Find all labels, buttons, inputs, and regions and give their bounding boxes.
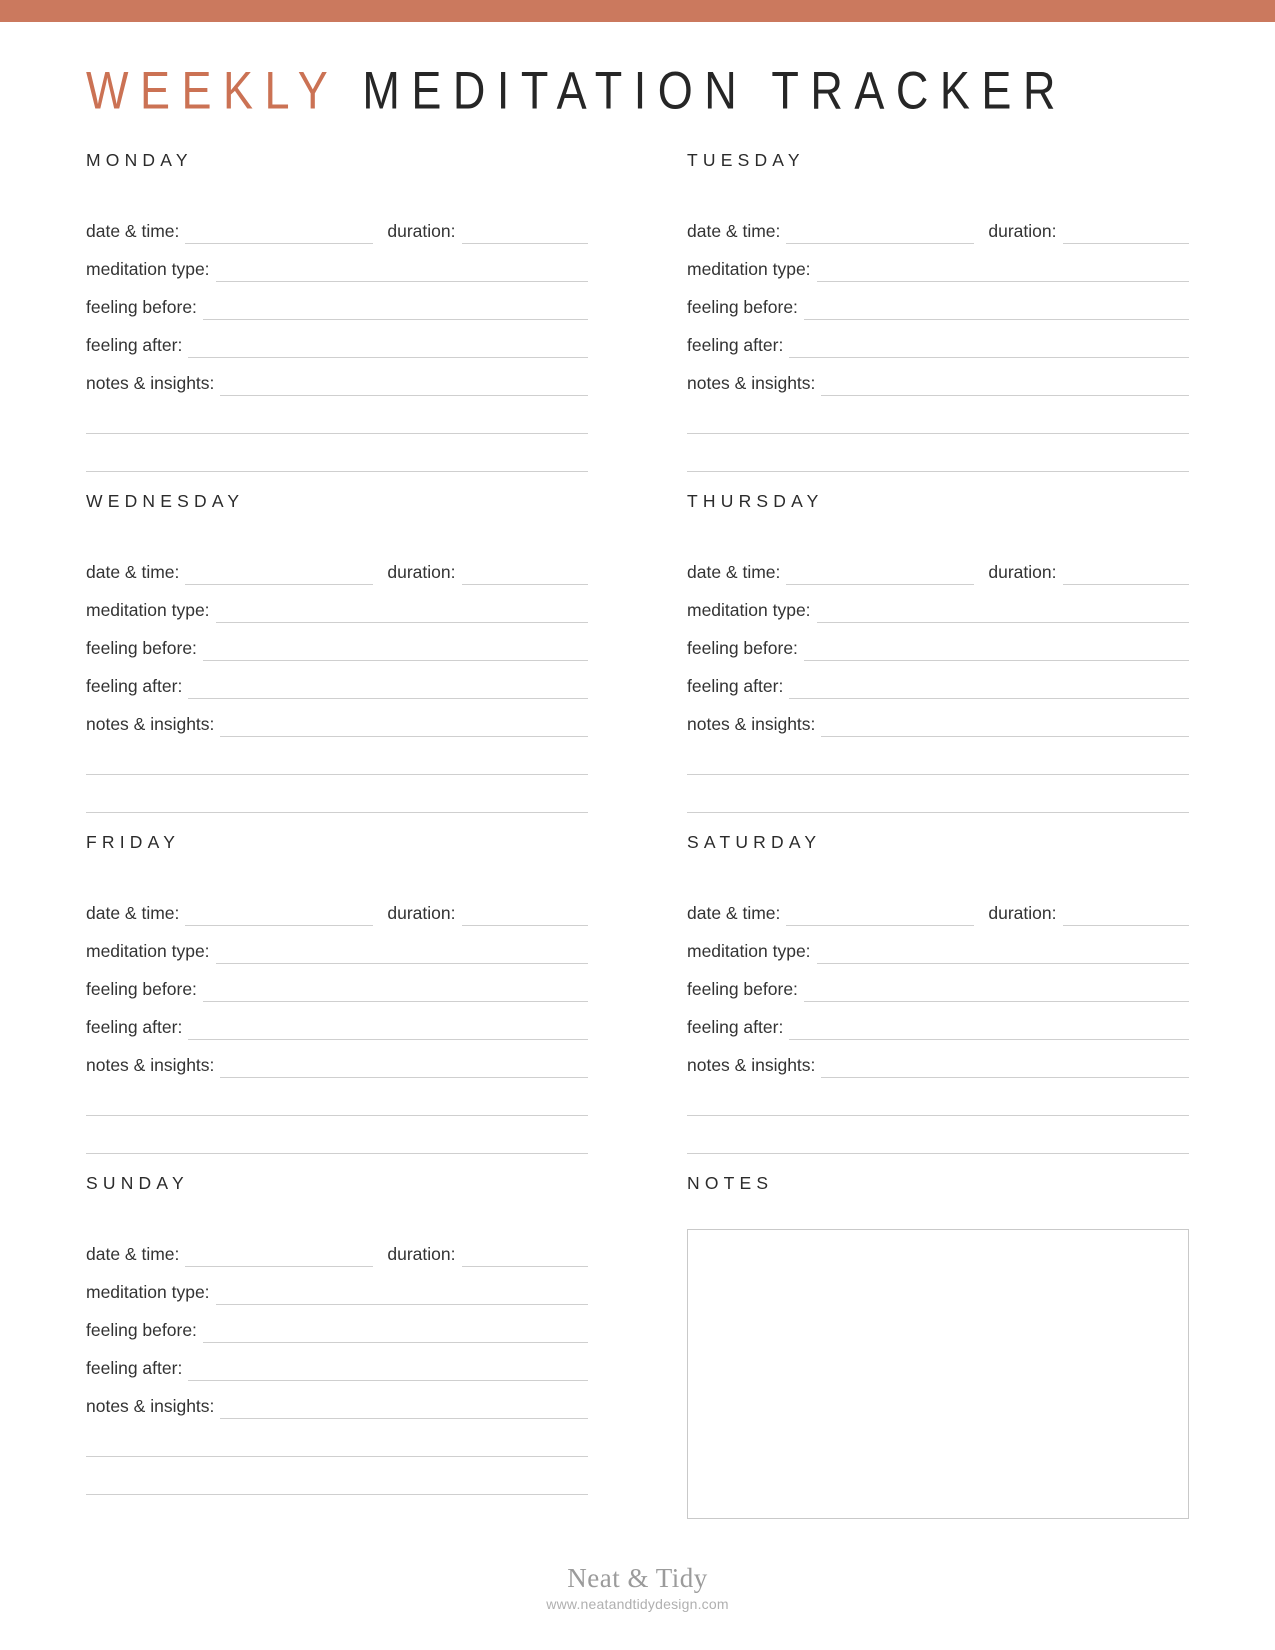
label-meditation-type: meditation type: bbox=[86, 600, 210, 620]
label-feeling-after: feeling after: bbox=[86, 1358, 183, 1378]
page-title bbox=[86, 54, 1189, 127]
field-row-feeling-after bbox=[86, 320, 588, 358]
label-duration: duration: bbox=[988, 221, 1057, 241]
label-duration: duration: bbox=[387, 1244, 456, 1264]
day-heading-wednesday: WEDNESDAY bbox=[86, 491, 245, 511]
day-block-thursday bbox=[687, 485, 1189, 826]
input-meditation-type[interactable] bbox=[817, 260, 1189, 282]
day-heading-thursday: THURSDAY bbox=[687, 491, 824, 511]
field-row-feeling-before bbox=[687, 964, 1189, 1002]
label-date-time: date & time: bbox=[86, 221, 180, 241]
label-notes-insights: notes & insights: bbox=[86, 1396, 215, 1416]
field-row-feeling-after bbox=[86, 661, 588, 699]
field-row-notes-insights bbox=[687, 1040, 1189, 1078]
label-notes-insights: notes & insights: bbox=[687, 373, 816, 393]
input-feeling-after[interactable] bbox=[789, 336, 1189, 358]
label-duration: duration: bbox=[988, 562, 1057, 582]
input-feeling-before[interactable] bbox=[203, 298, 588, 320]
field-row-meditation-type bbox=[687, 244, 1189, 282]
label-feeling-after: feeling after: bbox=[86, 335, 183, 355]
input-feeling-before[interactable] bbox=[203, 980, 588, 1002]
input-date-time[interactable] bbox=[786, 904, 974, 926]
page-content bbox=[0, 22, 1275, 1650]
input-notes-continuation-2[interactable] bbox=[687, 1116, 1189, 1154]
field-row-meditation-type bbox=[86, 585, 588, 623]
label-feeling-after: feeling after: bbox=[687, 676, 784, 696]
label-feeling-after: feeling after: bbox=[687, 335, 784, 355]
label-date-time: date & time: bbox=[86, 1244, 180, 1264]
input-notes-continuation-2[interactable] bbox=[86, 434, 588, 472]
notes-heading: NOTES bbox=[687, 1173, 774, 1193]
field-row-feeling-before bbox=[86, 282, 588, 320]
label-duration: duration: bbox=[387, 903, 456, 923]
input-notes-insights[interactable] bbox=[220, 1056, 588, 1078]
input-notes-insights[interactable] bbox=[821, 715, 1189, 737]
field-row-meditation-type bbox=[86, 244, 588, 282]
notes-textarea[interactable] bbox=[687, 1229, 1189, 1519]
field-row-notes-insights bbox=[86, 1040, 588, 1078]
page-title-accent-word: WEEKLY bbox=[86, 60, 339, 121]
label-duration: duration: bbox=[387, 221, 456, 241]
label-date-time: date & time: bbox=[687, 221, 781, 241]
label-meditation-type: meditation type: bbox=[86, 941, 210, 961]
input-notes-continuation-1[interactable] bbox=[86, 396, 588, 434]
field-row-feeling-before bbox=[86, 623, 588, 661]
field-row-meditation-type bbox=[86, 1267, 588, 1305]
day-heading-friday: FRIDAY bbox=[86, 832, 181, 852]
input-notes-insights[interactable] bbox=[220, 1397, 588, 1419]
field-row-feeling-after bbox=[687, 661, 1189, 699]
input-feeling-after[interactable] bbox=[188, 336, 588, 358]
label-notes-insights: notes & insights: bbox=[687, 1055, 816, 1075]
input-date-time[interactable] bbox=[185, 904, 373, 926]
label-notes-insights: notes & insights: bbox=[86, 1055, 215, 1075]
input-notes-insights[interactable] bbox=[220, 715, 588, 737]
footer bbox=[0, 1562, 1275, 1614]
field-row-feeling-after bbox=[86, 1002, 588, 1040]
input-notes-continuation-1[interactable] bbox=[86, 1419, 588, 1457]
input-duration[interactable] bbox=[462, 222, 589, 244]
label-feeling-before: feeling before: bbox=[687, 979, 798, 999]
field-row-feeling-after bbox=[687, 320, 1189, 358]
label-feeling-after: feeling after: bbox=[687, 1017, 784, 1037]
label-meditation-type: meditation type: bbox=[687, 941, 811, 961]
input-meditation-type[interactable] bbox=[216, 942, 588, 964]
label-date-time: date & time: bbox=[687, 562, 781, 582]
field-row-notes-insights bbox=[86, 699, 588, 737]
input-feeling-before[interactable] bbox=[203, 639, 588, 661]
input-date-time[interactable] bbox=[185, 1245, 373, 1267]
input-meditation-type[interactable] bbox=[817, 601, 1189, 623]
input-notes-continuation-2[interactable] bbox=[86, 775, 588, 813]
label-notes-insights: notes & insights: bbox=[687, 714, 816, 734]
field-row-feeling-after bbox=[687, 1002, 1189, 1040]
field-row-meditation-type bbox=[687, 926, 1189, 964]
field-row-date-duration bbox=[687, 888, 1189, 926]
day-block-friday bbox=[86, 826, 588, 1167]
input-feeling-after[interactable] bbox=[188, 1018, 588, 1040]
input-notes-insights[interactable] bbox=[821, 1056, 1189, 1078]
footer-url: www.neatandtidydesign.com bbox=[546, 1596, 729, 1612]
day-heading-monday: MONDAY bbox=[86, 150, 193, 170]
input-feeling-before[interactable] bbox=[804, 980, 1189, 1002]
field-row-feeling-before bbox=[687, 282, 1189, 320]
label-feeling-before: feeling before: bbox=[687, 638, 798, 658]
input-duration[interactable] bbox=[462, 563, 589, 585]
field-row-date-duration bbox=[86, 547, 588, 585]
field-row-meditation-type bbox=[86, 926, 588, 964]
page-title-rest: MEDITATION TRACKER bbox=[362, 60, 1067, 121]
input-date-time[interactable] bbox=[185, 222, 373, 244]
label-duration: duration: bbox=[988, 903, 1057, 923]
label-feeling-before: feeling before: bbox=[86, 297, 197, 317]
day-grid bbox=[86, 144, 1189, 1508]
day-block-sunday bbox=[86, 1167, 588, 1508]
input-meditation-type[interactable] bbox=[817, 942, 1189, 964]
input-notes-continuation-1[interactable] bbox=[86, 1078, 588, 1116]
day-block-tuesday bbox=[687, 144, 1189, 485]
notes-block bbox=[687, 1167, 1189, 1508]
input-date-time[interactable] bbox=[786, 222, 974, 244]
input-date-time[interactable] bbox=[786, 563, 974, 585]
day-heading-sunday: SUNDAY bbox=[86, 1173, 189, 1193]
label-meditation-type: meditation type: bbox=[86, 1282, 210, 1302]
input-notes-continuation-2[interactable] bbox=[687, 775, 1189, 813]
label-feeling-before: feeling before: bbox=[86, 1320, 197, 1340]
input-duration[interactable] bbox=[1063, 222, 1190, 244]
field-row-feeling-before bbox=[687, 623, 1189, 661]
input-meditation-type[interactable] bbox=[216, 1283, 588, 1305]
field-row-date-duration bbox=[86, 206, 588, 244]
label-feeling-after: feeling after: bbox=[86, 1017, 183, 1037]
input-notes-continuation-2[interactable] bbox=[86, 1457, 588, 1495]
input-notes-continuation-1[interactable] bbox=[86, 737, 588, 775]
input-feeling-after[interactable] bbox=[188, 677, 588, 699]
field-row-feeling-after bbox=[86, 1343, 588, 1381]
label-notes-insights: notes & insights: bbox=[86, 714, 215, 734]
field-row-meditation-type bbox=[687, 585, 1189, 623]
input-notes-insights[interactable] bbox=[821, 374, 1189, 396]
input-notes-continuation-1[interactable] bbox=[687, 396, 1189, 434]
label-feeling-after: feeling after: bbox=[86, 676, 183, 696]
label-feeling-before: feeling before: bbox=[86, 979, 197, 999]
label-meditation-type: meditation type: bbox=[687, 600, 811, 620]
input-duration[interactable] bbox=[462, 1245, 589, 1267]
field-row-notes-insights bbox=[687, 358, 1189, 396]
day-heading-tuesday: TUESDAY bbox=[687, 150, 805, 170]
input-feeling-after[interactable] bbox=[188, 1359, 588, 1381]
field-row-feeling-before bbox=[86, 964, 588, 1002]
input-feeling-after[interactable] bbox=[789, 677, 1189, 699]
label-date-time: date & time: bbox=[687, 903, 781, 923]
field-row-date-duration bbox=[687, 206, 1189, 244]
label-date-time: date & time: bbox=[86, 903, 180, 923]
input-feeling-after[interactable] bbox=[789, 1018, 1189, 1040]
footer-brand: Neat & Tidy bbox=[567, 1563, 708, 1593]
field-row-notes-insights bbox=[86, 358, 588, 396]
label-meditation-type: meditation type: bbox=[687, 259, 811, 279]
label-date-time: date & time: bbox=[86, 562, 180, 582]
page-title-spacer bbox=[338, 60, 362, 120]
label-feeling-before: feeling before: bbox=[86, 638, 197, 658]
top-accent-banner bbox=[0, 0, 1275, 22]
input-feeling-before[interactable] bbox=[804, 298, 1189, 320]
input-duration[interactable] bbox=[1063, 904, 1190, 926]
day-block-monday bbox=[86, 144, 588, 485]
field-row-notes-insights bbox=[86, 1381, 588, 1419]
day-heading-saturday: SATURDAY bbox=[687, 832, 822, 852]
input-notes-continuation-1[interactable] bbox=[687, 737, 1189, 775]
field-row-feeling-before bbox=[86, 1305, 588, 1343]
input-duration[interactable] bbox=[462, 904, 589, 926]
input-notes-continuation-2[interactable] bbox=[687, 434, 1189, 472]
field-row-date-duration bbox=[687, 547, 1189, 585]
input-notes-continuation-2[interactable] bbox=[86, 1116, 588, 1154]
label-feeling-before: feeling before: bbox=[687, 297, 798, 317]
day-block-saturday bbox=[687, 826, 1189, 1167]
input-meditation-type[interactable] bbox=[216, 260, 588, 282]
field-row-date-duration bbox=[86, 1229, 588, 1267]
field-row-notes-insights bbox=[687, 699, 1189, 737]
day-block-wednesday bbox=[86, 485, 588, 826]
label-meditation-type: meditation type: bbox=[86, 259, 210, 279]
input-feeling-before[interactable] bbox=[203, 1321, 588, 1343]
input-notes-insights[interactable] bbox=[220, 374, 588, 396]
input-duration[interactable] bbox=[1063, 563, 1190, 585]
input-meditation-type[interactable] bbox=[216, 601, 588, 623]
field-row-date-duration bbox=[86, 888, 588, 926]
input-notes-continuation-1[interactable] bbox=[687, 1078, 1189, 1116]
input-feeling-before[interactable] bbox=[804, 639, 1189, 661]
label-duration: duration: bbox=[387, 562, 456, 582]
label-notes-insights: notes & insights: bbox=[86, 373, 215, 393]
input-date-time[interactable] bbox=[185, 563, 373, 585]
